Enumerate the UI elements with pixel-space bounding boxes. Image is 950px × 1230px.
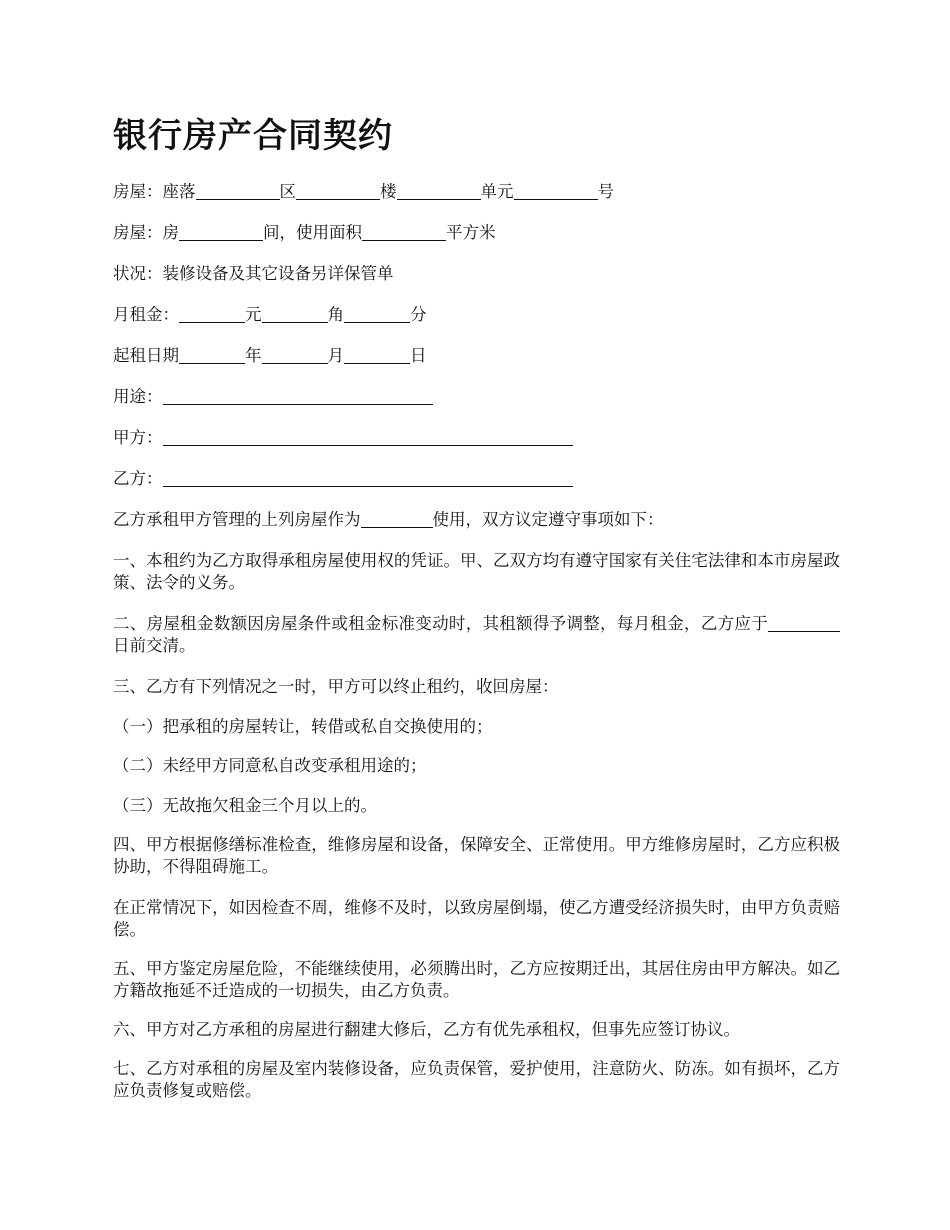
blank-party-a[interactable] — [163, 429, 573, 446]
field-rooms: 房屋：房 间，使用面积 平方米 — [113, 223, 496, 242]
blank-year[interactable] — [179, 347, 245, 364]
field-party-a: 甲方： — [113, 427, 573, 449]
clause-3: 三、乙方有下列情况之一时，甲方可以终止租约，收回房屋： — [113, 677, 559, 696]
blank-district[interactable] — [296, 183, 380, 200]
blank-area[interactable] — [362, 224, 446, 241]
field-usage: 用途： — [113, 386, 433, 408]
blank-intro-usage[interactable] — [361, 511, 433, 528]
clause-7: 七、乙方对承租的房屋及室内装修设备，应负责保管，爱护使用，注意防火、防冻。如有损坏，乙方应负责修复或赔偿。 — [113, 1059, 840, 1100]
clause-1: 一、本租约为乙方取得承租房屋使用权的凭证。甲、乙双方均有遵守国家有关住宅法律和本市房屋政策、法令的义务。 — [113, 551, 840, 592]
clause-5: 五、甲方鉴定房屋危险，不能继续使用，必须腾出时，乙方应按期迁出，其居住房由甲方解决。如乙方籍故拖延不迁造成的一切损失，由乙方负责。 — [113, 959, 840, 1000]
clause-2: 二、房屋租金数额因房屋条件或租金标准变动时，其租额得予调整，每月租金，乙方应于日前交清。 — [113, 613, 840, 657]
blank-usage[interactable] — [163, 388, 433, 405]
clause-3-item-3: （三）无故拖欠租金三个月以上的。 — [113, 796, 377, 815]
clause-4: 四、甲方根据修缮标准检查，维修房屋和设备，保障安全、正常使用。甲方维修房屋时，乙方应积极协助，不得阻碍施工。 — [113, 835, 840, 876]
blank-rent-yuan[interactable] — [179, 306, 245, 323]
clause-6: 六、甲方对乙方承租的房屋进行翻建大修后，乙方有优先承租权，但事先应签订协议。 — [113, 1020, 740, 1039]
field-location: 房屋：座落 区 楼 单元 号 — [113, 182, 614, 201]
blank-rooms[interactable] — [179, 224, 263, 241]
blank-month[interactable] — [262, 347, 328, 364]
blank-payment-day[interactable] — [768, 615, 840, 632]
field-start-date: 起租日期 年 月 日 — [113, 346, 427, 365]
blank-location[interactable] — [196, 183, 280, 200]
intro-paragraph: 乙方承租甲方管理的上列房屋作为 使用，双方议定遵守事项如下： — [113, 510, 664, 529]
blank-rent-fen[interactable] — [344, 306, 410, 323]
clause-4-extra: 在正常情况下，如因检查不周，维修不及时，以致房屋倒塌，使乙方遭受经济损失时，由甲方负责赔偿。 — [113, 898, 840, 939]
clause-3-item-1: （一）把承租的房屋转让，转借或私自交换使用的； — [113, 717, 493, 736]
field-condition: 状况：装修设备及其它设备另详保管单 — [113, 264, 394, 283]
document-title: 银行房产合同契约 — [113, 116, 393, 156]
blank-party-b[interactable] — [163, 470, 573, 487]
blank-rent-jiao[interactable] — [262, 306, 328, 323]
blank-unit[interactable] — [514, 183, 598, 200]
field-rent: 月租金： 元 角 分 — [113, 305, 427, 324]
blank-building[interactable] — [397, 183, 481, 200]
clause-3-item-2: （二）未经甲方同意私自改变承租用途的； — [113, 756, 427, 775]
blank-day[interactable] — [344, 347, 410, 364]
field-party-b: 乙方： — [113, 468, 573, 490]
